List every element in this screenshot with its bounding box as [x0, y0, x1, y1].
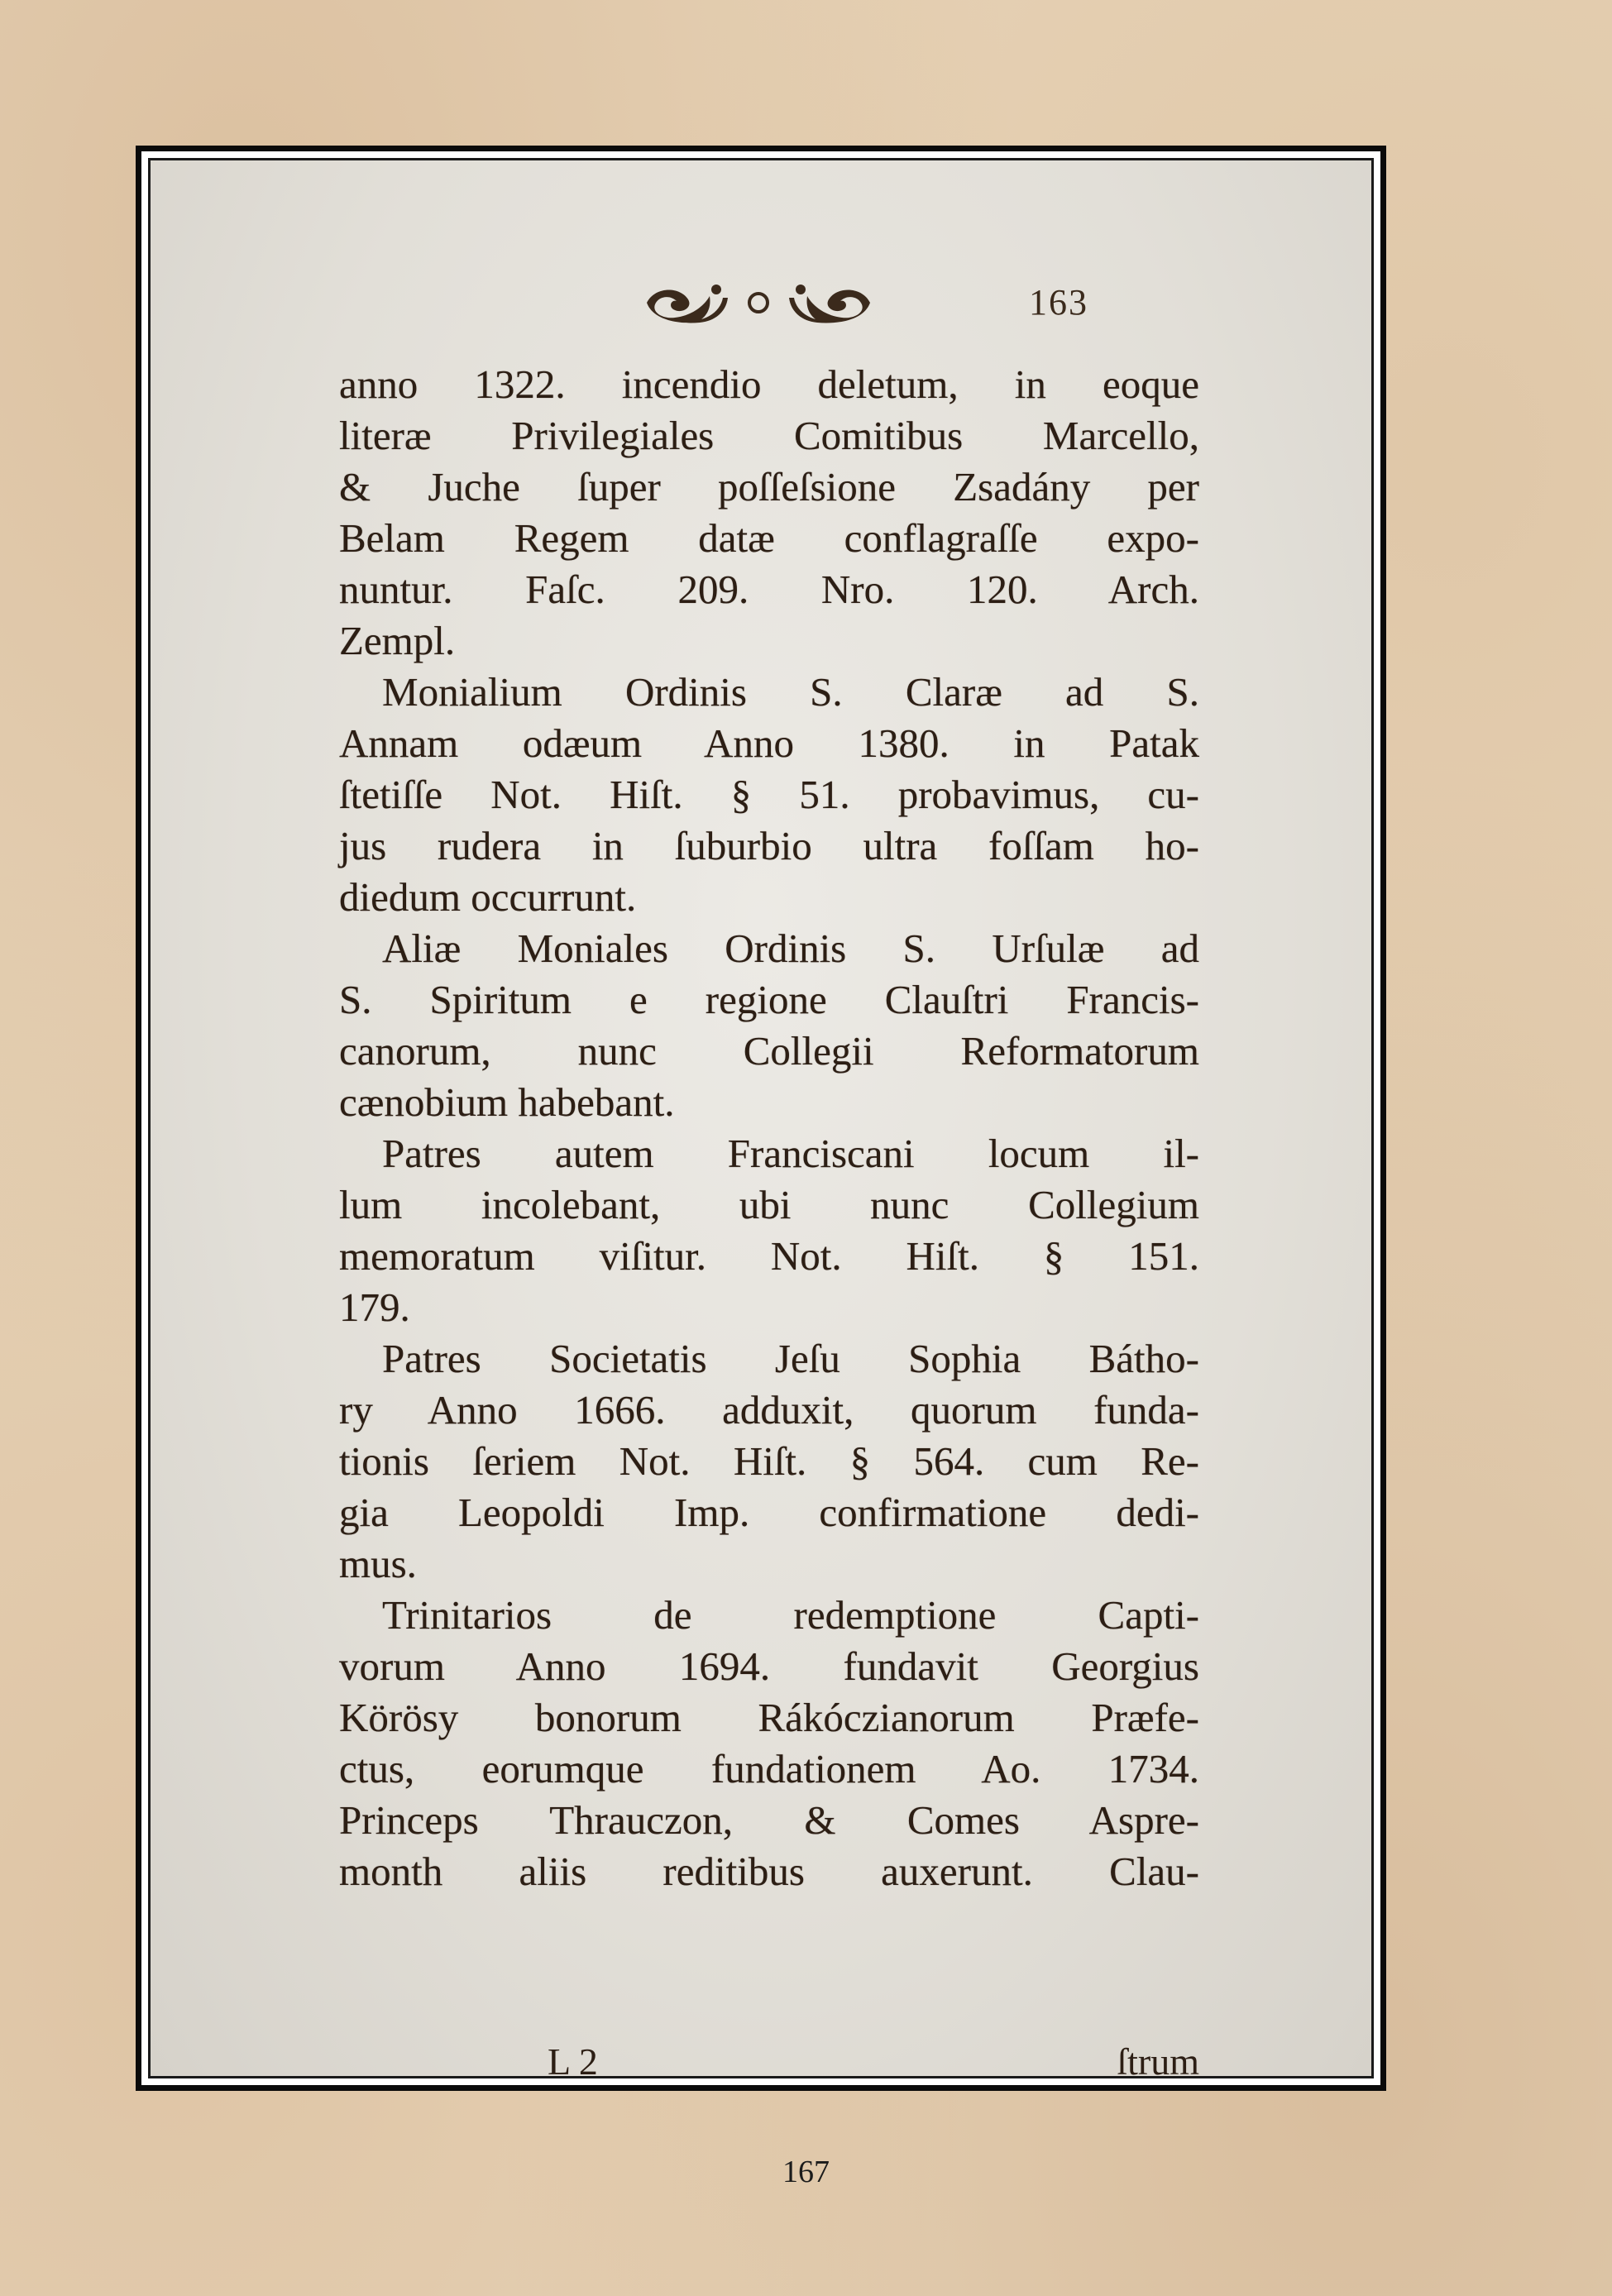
text-line: cænobium habebant.: [339, 1079, 675, 1125]
text-line: Princeps Thrauczon, & Comes Aspre-: [339, 1797, 1199, 1843]
text-line: mus.: [339, 1541, 417, 1586]
catchword: ſtrum: [1117, 2040, 1199, 2078]
text-line: Trinitarios de redemptione Capti-: [382, 1592, 1199, 1638]
text-line: S. Spiritum e regione Clauſtri Francis-: [339, 977, 1199, 1022]
page-frame-outer: [136, 146, 1386, 2091]
text-line: Belam Regem datæ conflagraſſe expo-: [339, 515, 1199, 561]
body-text: [339, 359, 1199, 1897]
text-line: tionis ſeriem Not. Hiſt. § 564. cum Re-: [339, 1438, 1199, 1484]
text-line: Patres Societatis Jeſu Sophia Bátho-: [382, 1336, 1199, 1381]
text-line: diedum occurrunt.: [339, 874, 637, 920]
text-line: literæ Privilegiales Comitibus Marcello,: [339, 413, 1199, 458]
text-line: canorum, nunc Collegii Reformatorum: [339, 1028, 1199, 1074]
text-line: gia Leopoldi Imp. confirmatione dedi-: [339, 1490, 1199, 1535]
text-line: jus rudera in ſuburbio ultra foſſam ho-: [339, 823, 1199, 868]
text-line: memoratum viſitur. Not. Hiſt. § 151.: [339, 1233, 1199, 1279]
text-line: ry Anno 1666. adduxit, quorum funda-: [339, 1387, 1199, 1433]
page-frame-inner: [148, 158, 1374, 2078]
text-line: nuntur. Faſc. 209. Nro. 120. Arch.: [339, 567, 1199, 612]
text-line: & Juche ſuper poſſeſsione Zsadány per: [339, 464, 1199, 509]
printed-page-number: 163: [1029, 282, 1088, 323]
signature-mark: L 2: [548, 2040, 598, 2078]
scanned-page: [151, 160, 1371, 2076]
text-line: Monialium Ordinis S. Claræ ad S.: [382, 669, 1199, 715]
text-line: Aliæ Moniales Ordinis S. Urſulæ ad: [382, 926, 1199, 971]
text-line: ctus, eorumque fundationem Ao. 1734.: [339, 1746, 1199, 1791]
printers-ornament-icon: [630, 278, 887, 324]
text-line: lum incolebant, ubi nunc Collegium: [339, 1182, 1199, 1227]
page-footer-print: [339, 2040, 1199, 2078]
text-line: ſtetiſſe Not. Hiſt. § 51. probavimus, cu-: [339, 772, 1199, 817]
text-line: Zempl.: [339, 618, 456, 663]
text-line: 179.: [339, 1284, 410, 1330]
text-line: Annam odæum Anno 1380. in Patak: [339, 720, 1199, 766]
text-line: Körösy bonorum Rákóczianorum Præfe-: [339, 1695, 1199, 1740]
text-line: month aliis reditibus auxerunt. Clau-: [339, 1849, 1199, 1894]
text-line: vorum Anno 1694. fundavit Georgius: [339, 1643, 1199, 1689]
text-line: Patres autem Franciscani locum il-: [382, 1131, 1199, 1176]
running-head: [151, 278, 1371, 328]
text-line: anno 1322. incendio deletum, in eoque: [339, 361, 1199, 407]
folio-number: 167: [782, 2155, 830, 2189]
